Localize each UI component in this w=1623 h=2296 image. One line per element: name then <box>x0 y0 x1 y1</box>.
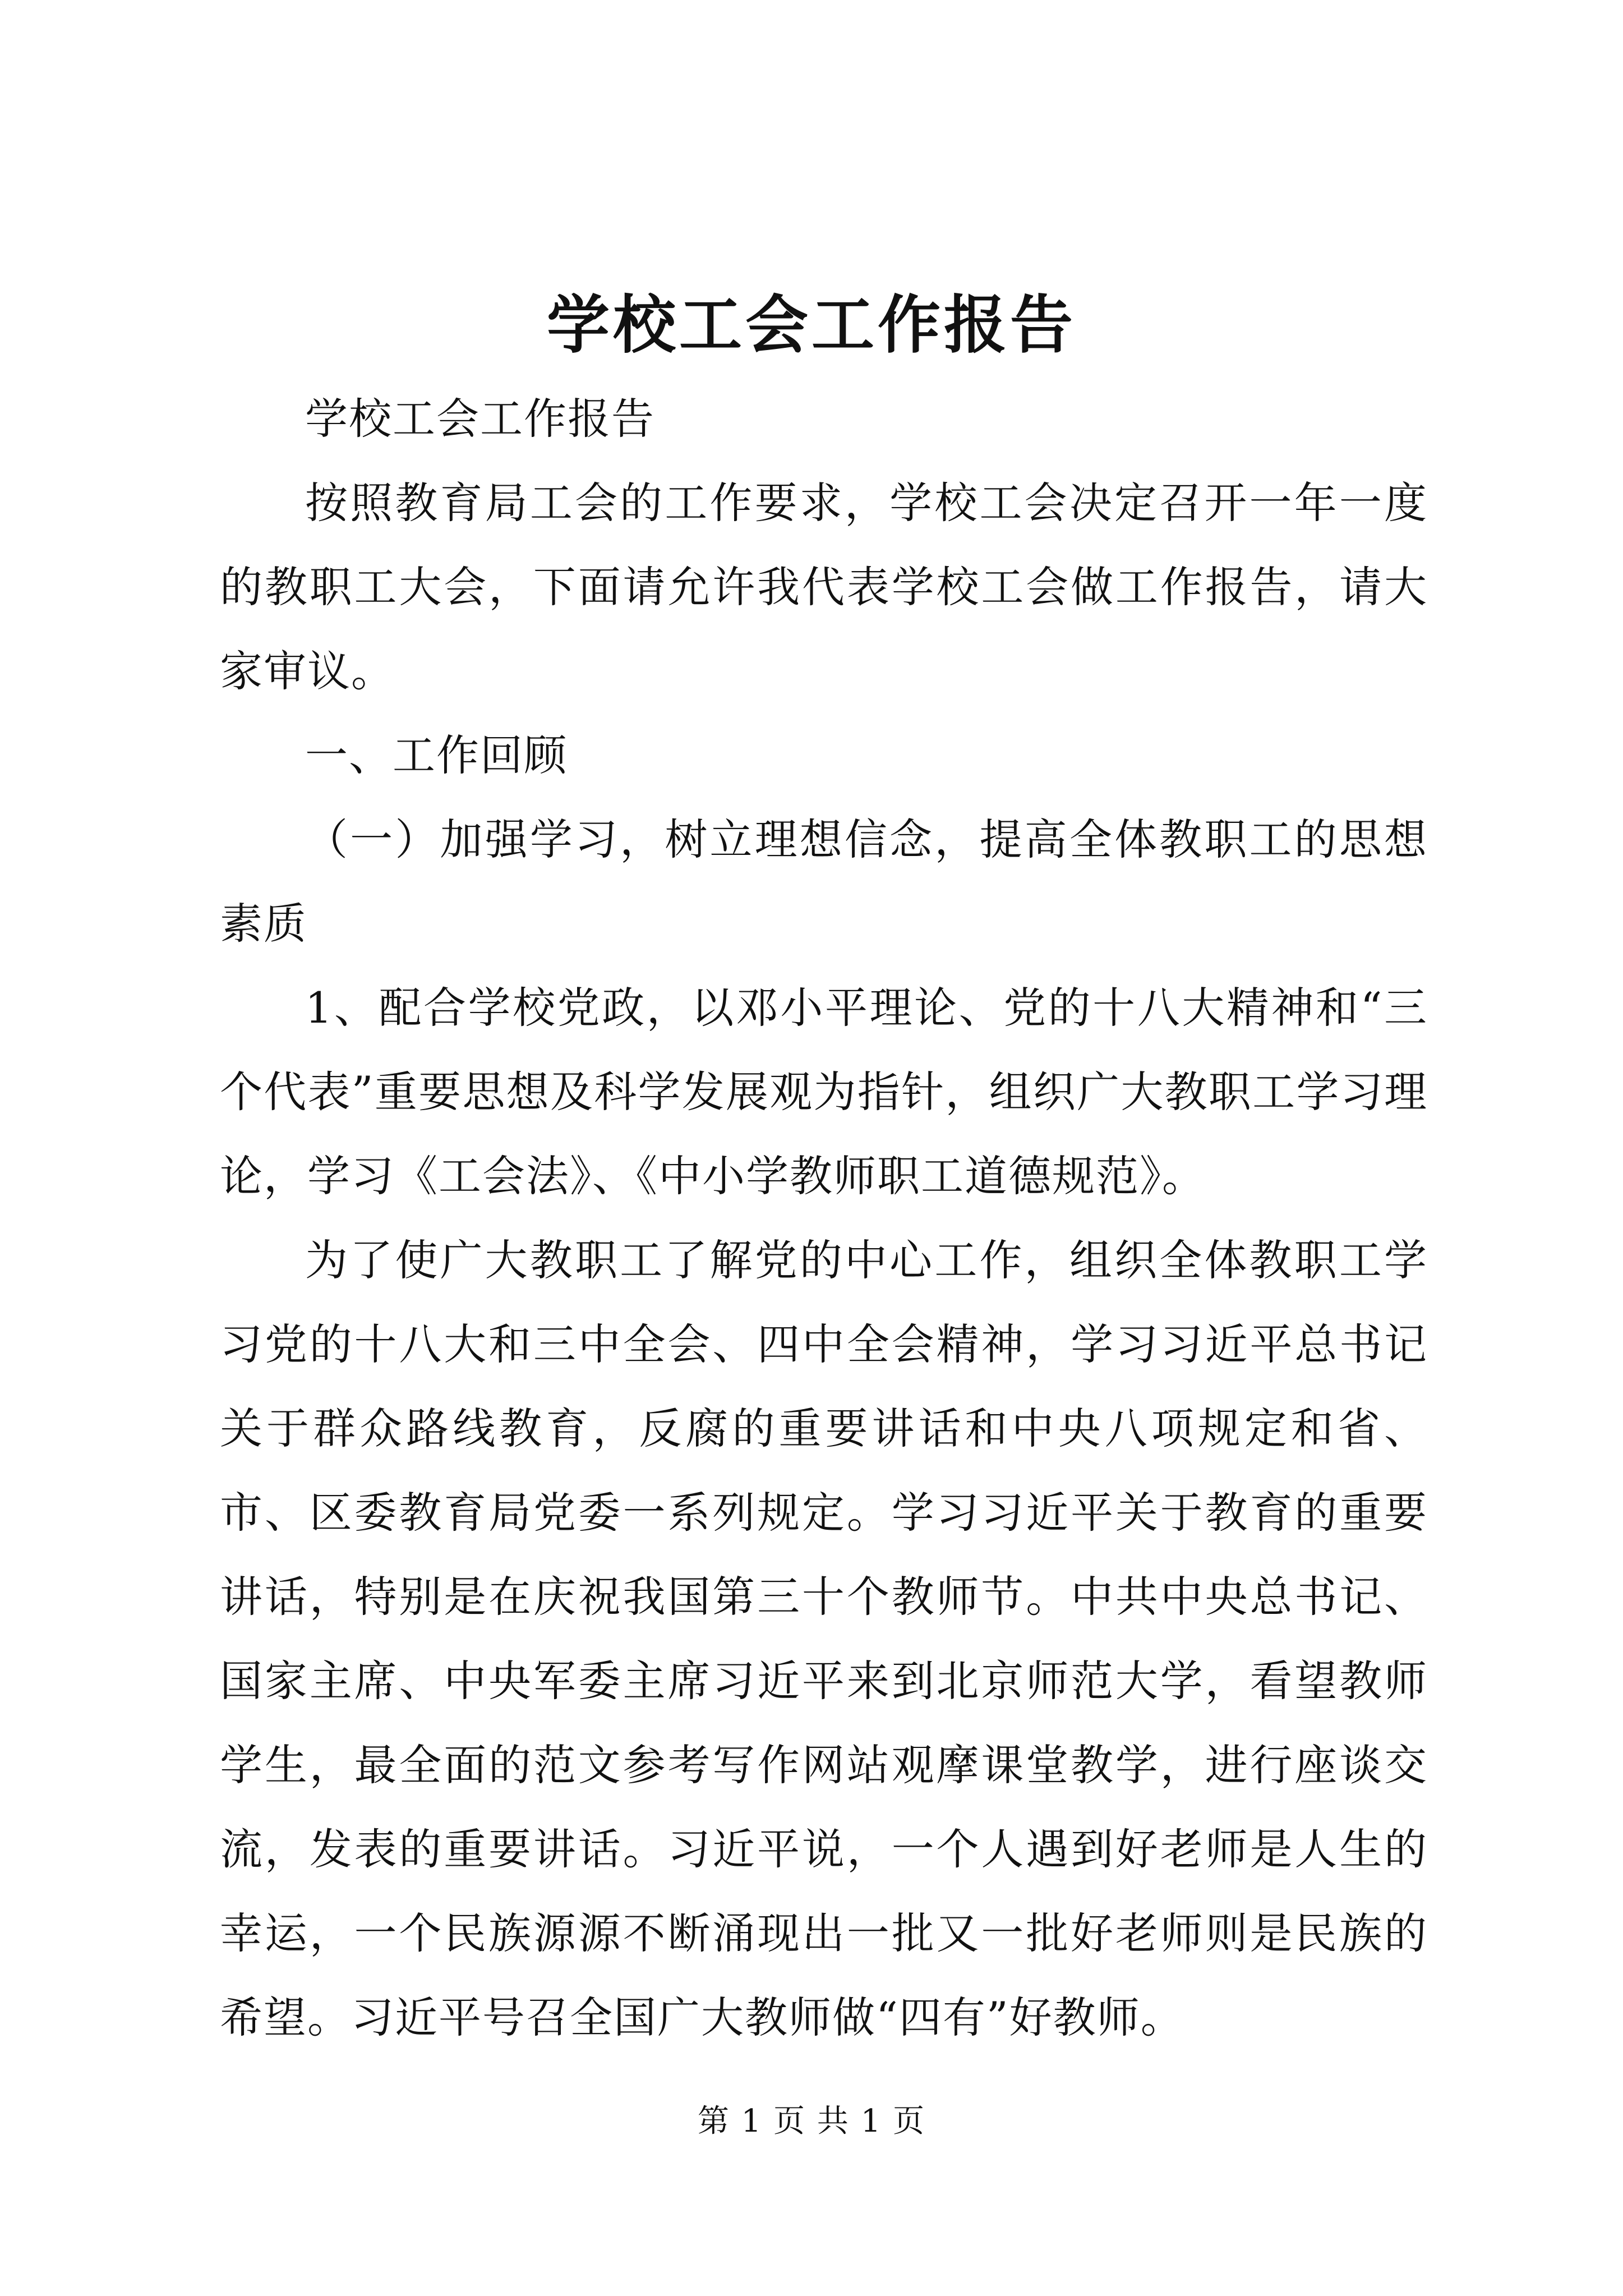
paragraph-subtitle: 学校工会工作报告 <box>305 394 655 444</box>
paragraph-item-1: 1、配合学校党政，以邓小平理论、党的十八大精神和“三个代表”重要思想及科学发展观为指针，组织广大教职工学习理论，学习《工会法》、《中小学教师职工道德规范》。 <box>220 983 1428 1201</box>
subsection-heading: （一）加强学习，树立理想信念，提高全体教职工的思想素质 <box>220 815 1428 949</box>
document-title: 学校工会工作报告 <box>547 288 1076 362</box>
page-footer: 第 1 页 共 1 页 <box>697 2103 926 2139</box>
paragraph-intro: 按照教育局工会的工作要求，学校工会决定召开一年一度的教职工大会，下面请允许我代表学校工会做工作报告，请大家审议。 <box>220 478 1428 696</box>
section-heading: 一、工作回顾 <box>305 730 568 780</box>
document-body <box>220 377 1428 2060</box>
paragraph-body: 为了使广大教职工了解党的中心工作，组织全体教职工学习党的十八大和三中全会、四中全会精神，学习习近平总书记关于群众路线教育，反腐的重要讲话和中央八项规定和省、市、区委教育局党委一系列规定。学习习近平关于教育的重要讲话，特别是在庆祝我国第三十个教师节。中共中央总书记、国家主席、中央军委主席习近平来到北京师范大学，看望教师学生，最全面的范文参考写作网站观摩课堂教学，进行座谈交流，发表的重要讲话。习近平说，一个人遇到好老师是人生的幸运，一个民族源源不断涌现出一批又一批好老师则是民族的希望。习近平号召全国广大教师做“四有”好教师。 <box>220 1235 1428 2042</box>
